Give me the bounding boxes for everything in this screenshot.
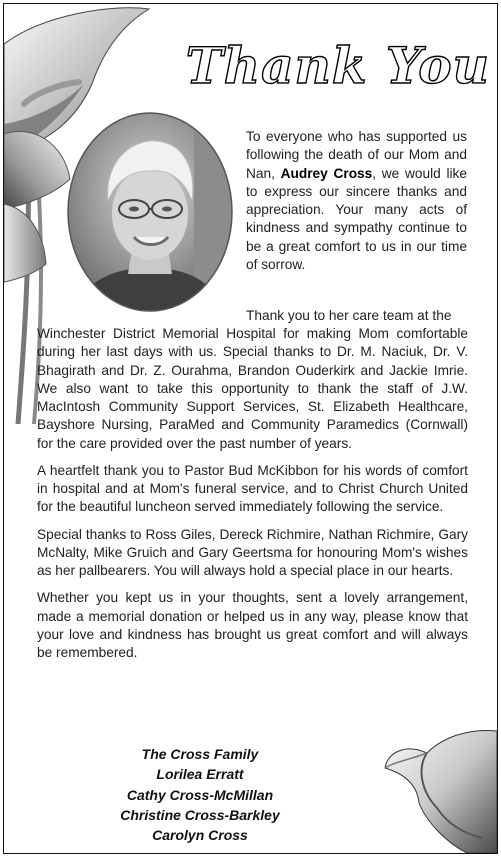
signoff-line: The Cross Family <box>141 746 259 762</box>
family-signoff <box>64 744 336 845</box>
care-team-paragraph: Winchester District Memorial Hospital for making Mom comfortable during her last days with us. Special thanks to Dr. M. Naciuk, Dr. V. Bhagirath and Dr. Z. Ourahma, Brandon Ouderkirk and Jackie Imrie. We also want to take this opportunity to thank the staff of J.W. MacIntosh Community Support Services, St. Elizabeth Healthcare, Bayshore Nursing, ParaMed and Community Paramedics (Cornwall) for the care provided over the past number of years. <box>37 326 468 451</box>
portrait-photo <box>64 109 236 315</box>
deceased-name: Audrey Cross <box>280 165 373 181</box>
closing-paragraph: Whether you kept us in your thoughts, sent a lovely arrangement, made a memorial donation or helped us in any way, please know that your love and kindness has brought us great comfort and will always be remembered. <box>37 590 468 661</box>
memorial-notice <box>3 3 498 854</box>
care-team-paragraph-start: Thank you to her care team at the <box>246 308 452 323</box>
notice-title: Thank You <box>185 36 490 95</box>
pastor-paragraph: A heartfelt thank you to Pastor Bud McKibbon for his words of comfort in hospital and at Mom's funeral service, and to Christ Church United for the beautiful luncheon served immediately following the service. <box>37 462 468 515</box>
signoff-line: Lorilea Erratt <box>156 766 244 783</box>
signoff-line: Cathy Cross-McMillan <box>126 786 274 803</box>
intro-paragraph: To everyone who has supported us following the death of our Mom and Nan, Audrey Cross, we would like to express our sincere thanks and appreciation. Your many acts of kindness and sympathy continue to be a great comfort to us in our time of sorrow. <box>246 129 468 273</box>
calla-lily-decoration <box>347 713 497 853</box>
notice-body <box>37 325 468 671</box>
signoff-line: Christine Cross-Barkley <box>120 806 280 823</box>
pallbearers-paragraph: Special thanks to Ross Giles, Dereck Richmire, Nathan Richmire, Gary McNalty, Mike Gruich and Gary Geertsma for honouring Mom's wishes as her pallbearers. You will always hold a special place in our hearts. <box>37 526 468 579</box>
signoff-line: Carolyn Cross <box>152 827 248 844</box>
